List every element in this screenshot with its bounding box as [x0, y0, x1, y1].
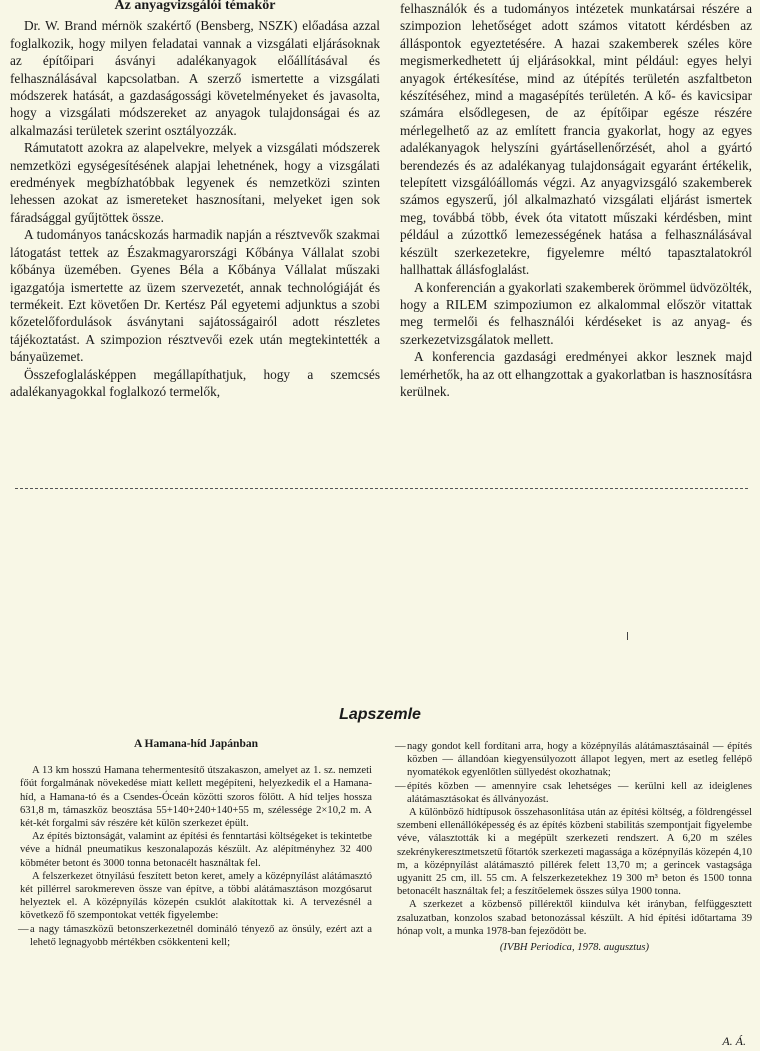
article-right-column — [397, 740, 752, 954]
top-right-column — [400, 0, 752, 400]
paragraph: A tudományos tanácskozás harmadik napján a résztvevők szakmai látogatást tettek az Északmagyarországi Kőbánya Vállalat szobi kőbánya üzemében. Gyenes Béla a Kőbánya Vállalat műszaki igazgatója ismertette az üzem szervezetét, annak technológiáját és termékeit. Ezt követően Dr. Kertész Pál egyetemi adjunktus a szobi kőzetelőfordulások ásványtani sajátosságairól adott részletes tájékoztatást. A szimpozion résztvevői ezek után megtekintették a bányaüzemet. — [10, 227, 380, 365]
paragraph: A szerkezet a közbenső pillérektől kiindulva két irányban, felfüggesztett zsaluzatban, konzolos szabad betonozással készült. A híd építési időtartama 39 hónap volt, a munka 1978-ban fejeződött be. — [397, 899, 752, 937]
paragraph: Dr. W. Brand mérnök szakértő (Bensberg, NSZK) előadása azzal foglalkozik, hogy milyen feladatai vannak a vizsgálati eljárásoknak az építőipari ásványi adalékanyagok előállításával és felhasználásával kapcsolatban. A szerző ismertette a vizsgálati módszerek hatását, a gazdaságossági követelményeket és javasolta, hogy a vizsgálati módszereket az anyagok tulajdonságai és az alkalmazási területek szerint osztályozzák. — [10, 18, 380, 138]
dash-item: — nagy gondot kell fordítani arra, hogy a középnyílás alátámasztásainál — építés közben — állandóan kiegyensúlyozott állapot legyen, mert az esetleg fellépő nyomatékok egyenlőtlen süllyedést okozhatnak; — [397, 740, 752, 780]
paragraph: A konferencia gazdasági eredményei akkor lesznek majd lemérhetők, ha az ott elhangzottak a gyakorlatban is hasznosításra kerülnek. — [400, 349, 752, 399]
dash-item: — építés közben — amennyire csak lehetséges — kerülni kell az ideiglenes alátámasztásokat és állványozást. — [397, 780, 752, 806]
paragraph: A konferencián a gyakorlati szakemberek örömmel üdvözölték, hogy a RILEM szimpoziumon ez alkalommal először vitattak meg termelői és felhasználói kérdéseket is az anyag- és szerkezetvizsgálatok mellett. — [400, 279, 752, 347]
dash-item: — a nagy támaszközű betonszerkezetnél domináló tényező az önsúly, ezért azt a lehető legnagyobb mértékben csökkenteni kell; — [20, 923, 372, 949]
paragraph: Összefoglalásképpen megállapíthatjuk, hogy a szemcsés adalékanyagokkal foglalkozó termelők, — [10, 366, 380, 399]
paragraph: Rámutatott azokra az alapelvekre, melyek a vizsgálati módszerek nemzetközi egységesítésének alapjai lehetnének, hogy a vizsgálati eredmények megbízhatóbbak legyenek és nemzetközi szinten lehessen azokat az ismereteket hasznosítani, melyeket igen sok fáradsággal gyűjtöttek össze. — [10, 140, 380, 225]
article-left-column — [20, 738, 372, 949]
section-title: Lapszemle — [339, 706, 421, 723]
paragraph: felhasználók és a tudományos intézetek munkatársai részére a szimpozion lehetőséget adott számos vitatott kérdésben az álláspontok egyeztetésére. A hazai szakemberek széles köre megismerkedhetett új eljárásokkal, mint például: egyes helyi anyagok értékesítése, mind az útépítés területén aszfaltbeton készítéséhez, mind a magasépítés területén. A kő- és kavicsipar számára elsődlegesen, de az építőipar egésze részére mérlegelhető az az említett francia gyakorlat, hogy az egyes adalékanyagok helyszíni gyártásellenőrzését, ahol a gyártó berendezés és az adalékanyag tulajdonságait egyaránt értékelik, telepített vizsgálóállomás végzi. Az anyagvizsgáló szakemberek számos egyszerű, jól alkalmazható vizsgálati eljárást ismertek meg, továbbá több, évek óta vitatott műszaki kérdésben, mint például a zúzottkő lemezességének hatása a felhasználásával készült szerkezetekre, figyelemre méltó tapasztalatokról hallhattak állásfoglalást. — [400, 1, 752, 278]
section-divider — [15, 488, 748, 489]
paragraph: A 13 km hosszú Hamana tehermentesítő útszakaszon, amelyet az 1. sz. nemzeti főút forgalmának növekedése miatt kellett megépíteni, helyezkedik el a Hamana-híd, a Hamana-tó és a Csendes-Óceán közötti szoros fölött. A híd teljes hossza 631,8 m, támaszköz beosztása 55+140+240+140+55 m, szélessége 2×10,2 m. A két-két forgalmi sáv részére két külön szerkezet épült. — [20, 765, 372, 830]
author-signature: A. Á. — [722, 1034, 746, 1048]
article-title: A Hamana-híd Japánban — [134, 738, 258, 750]
topic-heading: Az anyagvizsgálói témakör — [114, 0, 276, 13]
paragraph: Az építés biztonságát, valamint az építési és fenntartási költségeket is tekintetbe véve a hídnál pneumatikus keszonalapozás készült. Az alépítményhez 32 400 köbméter betont és 3000 tonna betonacélt használtak fel. — [20, 831, 372, 869]
top-left-column — [10, 0, 380, 400]
paragraph: A felszerkezet ötnyílású feszített beton keret, amely a középnyílást alátámasztó két pillérrel sarokmereven össze van építve, a többi alátámasztáson mozgósarut helyeztek el. A középnyílás közepén csuklót alakítottak ki. A tervezésnél a következő fő szempontokat vették figyelembe: — [20, 870, 372, 922]
scan-mark — [627, 632, 628, 640]
source-citation: (IVBH Periodica, 1978. augusztus) — [499, 942, 650, 954]
paragraph: A különböző hídtípusok összehasonlítása után az építési költség, a földrengéssel szembeni ellenállóképesség és az építés közbeni stabilitás szempontjait figyelembe véve, választották ki a megépült szerkezeti rendszert. A 6,20 m széles szekrénykeresztmetszetű főtartók szerkezeti magassága a középnyílás közepén 4,10 m, a középnyílást alátámasztó pillérek felett 13,70 m; a gerincek vastagsága ugyanitt 25 cm, ill. 55 cm. A felszerkezetekhez 19 300 m³ beton és 1500 tonna betonacélt használtak fel; a feszítőelemek összes súlya 1900 tonna. — [397, 807, 752, 898]
